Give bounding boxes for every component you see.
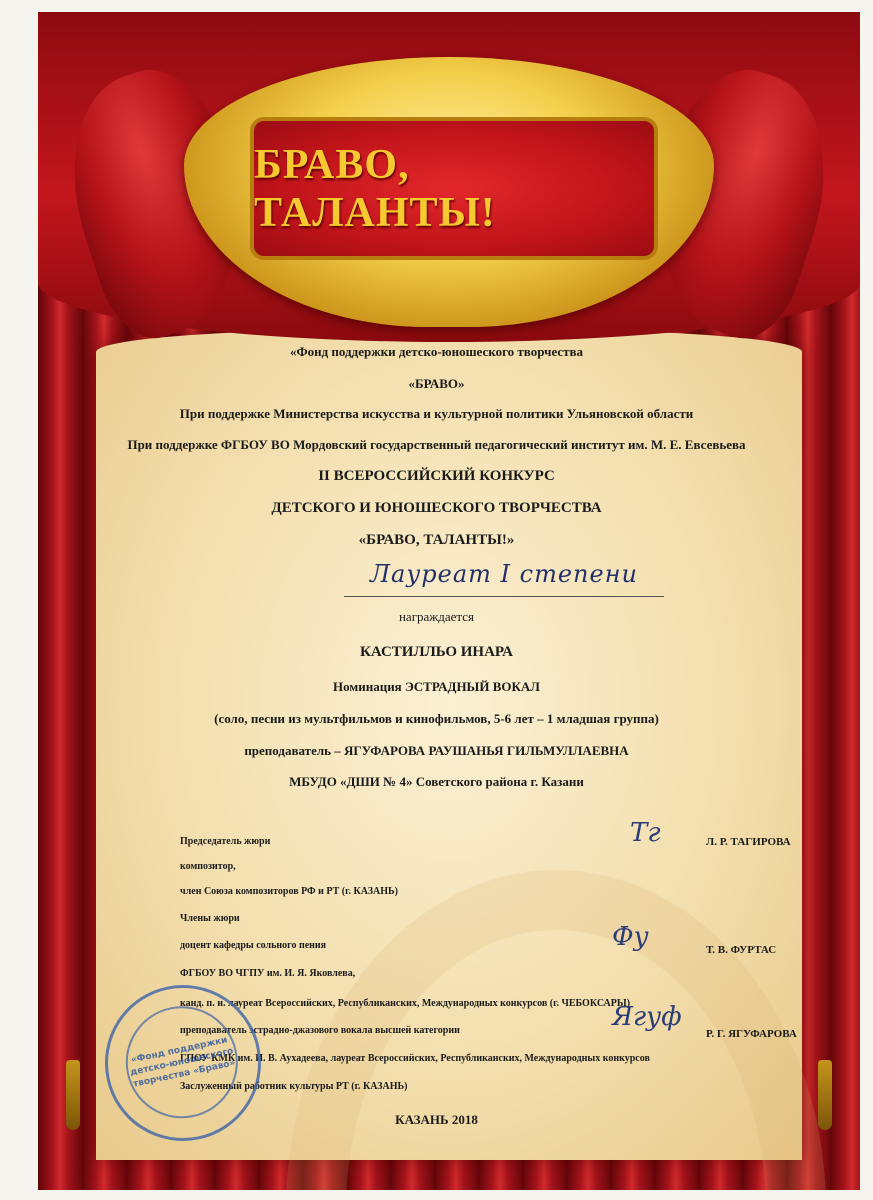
- jury-member1-line-2: ФГБОУ ВО ЧГПУ им. И. Я. Яковлева,: [180, 968, 356, 979]
- recipient-name: КАСТИЛЛЬО ИНАРА: [359, 644, 514, 660]
- jury-chair-line-3: член Союза композиторов РФ и РТ (г. КАЗАНЬ): [180, 886, 398, 897]
- jury-member1-line-1: доцент кафедры сольного пения: [180, 940, 327, 951]
- signer-1: Л. Р. ТАГИРОВА: [706, 836, 791, 848]
- award-degree-handwritten: Лауреат I степени: [344, 560, 664, 597]
- jury-chair-line-2: композитор,: [180, 861, 236, 872]
- contest-line-3: «БРАВО, ТАЛАНТЫ!»: [358, 532, 515, 548]
- jury-chair-line-1: Председатель жюри: [180, 836, 271, 847]
- organizer-line-1: «Фонд поддержки детско-юношеского творчества: [289, 344, 584, 359]
- nomination-details: (соло, песни из мультфильмов и кинофильмов, 5-6 лет – 1 младшая группа): [214, 711, 659, 726]
- support-line-1: При поддержке Министерства искусства и культурной политики Ульяновской области: [179, 406, 694, 421]
- title-plaque: [250, 117, 658, 260]
- awarded-text: награждается: [398, 609, 475, 624]
- certificate-title: БРАВО, ТАЛАНТЫ!: [254, 141, 496, 236]
- support-line-2: При поддержке ФГБОУ ВО Мордовский государственный педагогический институт им. М. Е. Евсевьева: [127, 437, 746, 452]
- signer-2: Т. В. ФУРТАС: [706, 944, 777, 956]
- school: МБУДО «ДШИ № 4» Советского района г. Казани: [289, 774, 584, 789]
- teacher: преподаватель – ЯГУФАРОВА РАУШАНЬЯ ГИЛЬМУЛЛАЕВНА: [244, 743, 629, 758]
- jury-members-label: Члены жюри: [180, 913, 240, 924]
- signature-2: Фу: [612, 922, 649, 952]
- contest-line-2: ДЕТСКОГО И ЮНОШЕСКОГО ТВОРЧЕСТВА: [271, 500, 602, 516]
- jury-member2-line-2: ГПОУ КМК им. И. В. Аухадеева, лауреат Всероссийских, Республиканских, Международных конкурсов: [180, 1053, 650, 1064]
- signer-3: Р. Г. ЯГУФАРОВА: [706, 1028, 797, 1040]
- organizer-line-2: «БРАВО»: [408, 376, 465, 391]
- jury-member1-line-3: канд. п. н. лауреат Всероссийских, Республиканских, Международных конкурсов (г. ЧЕБОКСАРЫ): [180, 998, 631, 1009]
- signature-1: Тг: [630, 818, 661, 848]
- stamp-text: «Фонд поддержки детско-юношеского творчества «Браво»: [129, 1035, 237, 1090]
- place-year: КАЗАНЬ 2018: [395, 1112, 478, 1127]
- contest-line-1: II ВСЕРОССИЙСКИЙ КОНКУРС: [318, 468, 555, 484]
- signature-3: Ягуф: [612, 1002, 682, 1032]
- jury-member2-line-3: Заслуженный работник культуры РТ (г. КАЗАНЬ): [180, 1081, 408, 1092]
- nomination: Номинация ЭСТРАДНЫЙ ВОКАЛ: [333, 679, 540, 694]
- jury-member2-line-1: преподаватель эстрадно-джазового вокала высшей категории: [180, 1025, 460, 1036]
